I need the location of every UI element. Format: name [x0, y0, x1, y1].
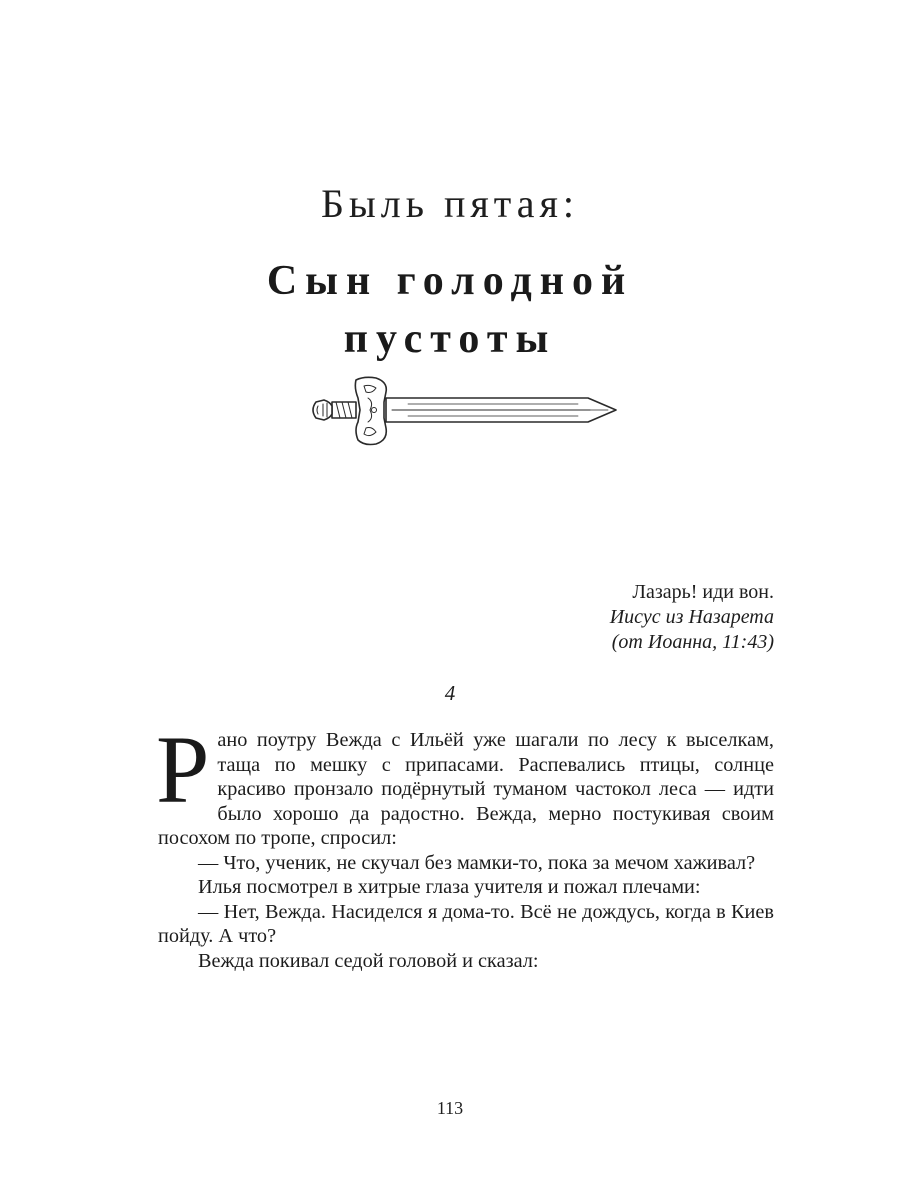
paragraph-1 — [156, 716, 774, 851]
paragraph-3: Илья посмотрел в хитрые глаза учителя и пожал плечами: — [198, 876, 701, 898]
paragraph-4: — Нет, Вежда. Насиделся я дома-то. Всё не дождусь, когда в Киев пойду. А что? — [158, 900, 774, 947]
epigraph-author: Иисус из Назарета — [609, 606, 774, 628]
page-number: 113 — [436, 1098, 464, 1118]
drop-cap: Р — [156, 716, 210, 823]
paragraph-1-text: ано поутру Вежда с Ильёй уже шагали по лесу к выселкам, таща по мешку с припасами. Распевались птицы, солнце красиво пронзало подёрнутый туманом частокол леса — идти было хорошо да радостно. Вежда, мерно постукивая своим посохом по тропе, спросил: — [158, 729, 774, 849]
epigraph-quote: Лазарь! иди вон. — [632, 581, 774, 603]
section-number: 4 — [444, 681, 456, 705]
paragraph-2: — Что, ученик, не скучал без мамки-то, пока за мечом хаживал? — [198, 851, 756, 874]
chapter-title — [0, 252, 900, 368]
chapter-title-line-2: пустоты — [343, 316, 557, 362]
chapter-kicker: Быль пятая: — [320, 181, 580, 226]
paragraph-5: Вежда покивал седой головой и сказал: — [198, 949, 539, 972]
body-text — [156, 716, 774, 973]
epigraph-source: (от Иоанна, 11:43) — [611, 631, 774, 653]
epigraph — [610, 580, 774, 655]
sword-icon — [308, 368, 620, 452]
chapter-title-line-1: Сын голодной — [266, 258, 634, 304]
